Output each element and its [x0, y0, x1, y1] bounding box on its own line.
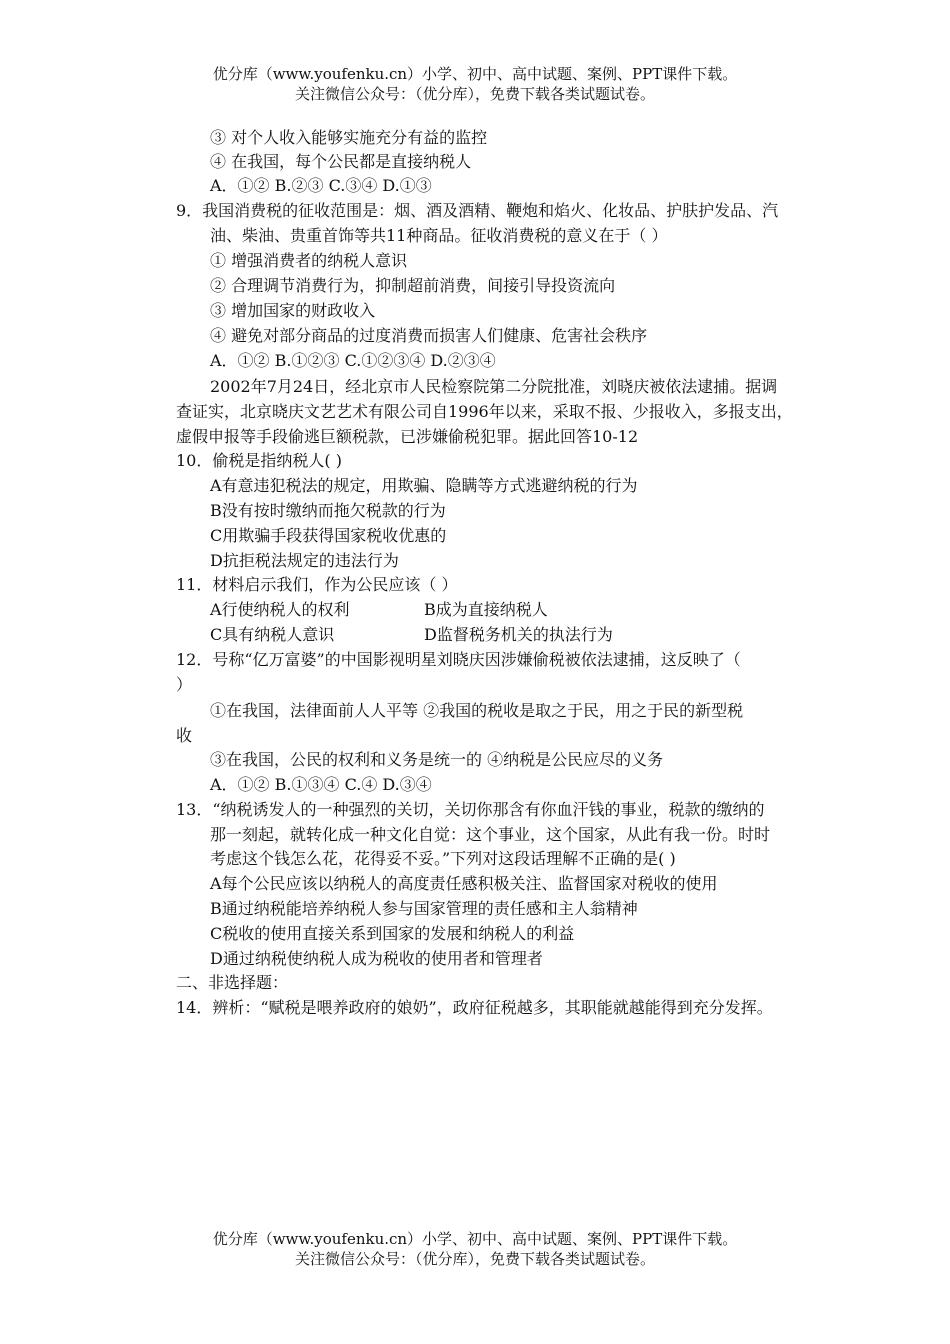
q10-option-d: D抗拒税法规定的违法行为 — [210, 551, 399, 570]
q12-stem-line-1: 12．号称“亿万富婆”的中国影视明星刘晓庆因涉嫌偷税被依法逮捕，这反映了（ — [176, 650, 741, 669]
q12-items-1-2: ①在我国，法律面前人人平等 ②我国的税收是取之于民，用之于民的新型税 — [210, 701, 744, 720]
q10-option-b: B没有按时缴纳而拖欠税款的行为 — [210, 501, 446, 520]
q12-stem-line-2: ） — [176, 675, 193, 694]
q9-item-2: ② 合理调节消费行为，抑制超前消费，间接引导投资流向 — [210, 276, 616, 295]
q13-option-d: D通过纳税使纳税人成为税收的使用者和管理者 — [210, 949, 543, 968]
q11-option-b: B成为直接纳税人 — [424, 600, 548, 619]
q10-option-c: C用欺骗手段获得国家税收优惠的 — [210, 526, 447, 545]
q8-options: A．①② B.②③ C.③④ D.①③ — [210, 176, 432, 195]
q9-item-1: ① 增强消费者的纳税人意识 — [210, 251, 408, 270]
q10-option-a: A有意违犯税法的规定，用欺骗、隐瞒等方式逃避纳税的行为 — [210, 476, 638, 495]
q9-item-4: ④ 避免对部分商品的过度消费而损害人们健康、危害社会秩序 — [210, 326, 648, 345]
q13-stem-line-3: 考虑这个钱怎么花，花得妥不妥。”下列对这段话理解不正确的是( ) — [210, 849, 676, 868]
q11-option-c: C具有纳税人意识 — [210, 625, 335, 644]
q13-option-b: B通过纳税能培养纳税人参与国家管理的责任感和主人翁精神 — [210, 899, 638, 918]
q8-item-3: ③ 对个人收入能够实施充分有益的监控 — [210, 128, 488, 147]
material-line-2: 查证实，北京晓庆文艺艺术有限公司自1996年以来，采取不报、少报收入，多报支出， — [176, 402, 793, 421]
q9-options: A．①② B.①②③ C.①②③④ D.②③④ — [210, 351, 496, 370]
q12-options: A．①② B.①③④ C.④ D.③④ — [210, 775, 432, 794]
page-footer — [0, 1229, 950, 1269]
material-line-1: 2002年7月24日，经北京市人民检察院第二分院批准，刘晓庆被依法逮捕。据调 — [210, 377, 778, 396]
q12-items-1-2-continued: 收 — [176, 726, 193, 745]
section-2-title: 二、非选择题： — [176, 973, 289, 992]
footer-line-2: 关注微信公众号：（优分库），免费下载各类试题试卷。 — [294, 1250, 655, 1268]
q10-stem: 10．偷税是指纳税人( ) — [176, 451, 342, 470]
header-line-1: 优分库（www.youfenku.cn）小学、初中、高中试题、案例、PPT课件下载。 — [212, 65, 738, 83]
q14-stem: 14．辨析：“赋税是喂养政府的娘奶”，政府征税越多，其职能就越能得到充分发挥。 — [176, 998, 773, 1017]
q9-stem-line-2: 油、柴油、贵重首饰等共11种商品。征收消费税的意义在于（ ） — [210, 226, 668, 245]
q13-stem-line-1: 13．“纳税诱发人的一种强烈的关切，关切你那含有你血汗钱的事业，税款的缴纳的 — [176, 800, 765, 819]
q8-item-4: ④ 在我国，每个公民都是直接纳税人 — [210, 152, 472, 171]
q12-items-3-4: ③在我国，公民的权利和义务是统一的 ④纳税是公民应尽的义务 — [210, 750, 664, 769]
q11-stem: 11．材料启示我们，作为公民应该（ ） — [176, 575, 458, 594]
q9-stem-line-1: 9．我国消费税的征收范围是：烟、酒及酒精、鞭炮和焰火、化妆品、护肤护发品、汽 — [176, 201, 779, 220]
q13-option-a: A每个公民应该以纳税人的高度责任感积极关注、监督国家对税收的使用 — [210, 874, 718, 893]
header-line-2: 关注微信公众号：（优分库），免费下载各类试题试卷。 — [294, 85, 655, 103]
q9-item-3: ③ 增加国家的财政收入 — [210, 301, 376, 320]
q11-option-a: A行使纳税人的权利 — [210, 600, 350, 619]
material-line-3: 虚假申报等手段偷逃巨额税款，已涉嫌偷税犯罪。据此回答10-12 — [176, 427, 639, 446]
page-header — [0, 64, 950, 104]
q13-option-c: C税收的使用直接关系到国家的发展和纳税人的利益 — [210, 924, 575, 943]
q11-option-d: D监督税务机关的执法行为 — [424, 625, 613, 644]
footer-line-1: 优分库（www.youfenku.cn）小学、初中、高中试题、案例、PPT课件下载。 — [212, 1230, 738, 1248]
q13-stem-line-2: 那一刻起，就转化成一种文化自觉：这个事业，这个国家，从此有我一份。时时 — [210, 825, 771, 844]
